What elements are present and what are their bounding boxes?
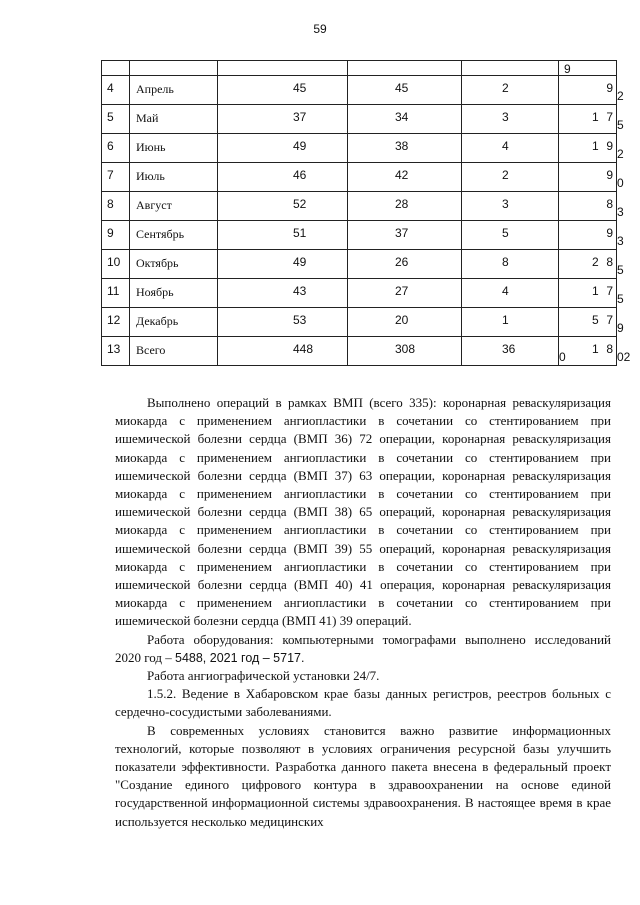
table-cell: 5 [617,118,624,132]
row-number: 7 [107,168,114,182]
table-cell: 26 [395,255,409,269]
row-number: 8 [107,197,114,211]
month-name: Декабрь [136,314,179,328]
table-cell: 28 [395,197,409,211]
month-name: Всего [136,343,166,357]
table-cell: 9 [606,139,613,153]
table-cell: 27 [395,284,409,298]
table-cell: 8 [606,197,613,211]
table-cell: 8 [606,255,613,269]
paragraph-text: 5488, 2021 год – 5717. [175,650,305,665]
table-cell: 9 [606,226,613,240]
table-cell: 9 [606,168,613,182]
table-cell: 52 [293,197,307,211]
table-cell: 4 [502,284,509,298]
table-cell: 1 [592,284,599,298]
table-cell: 8 [502,255,509,269]
table-cell: 3 [502,110,509,124]
table-row [102,337,617,366]
table-cell: 2 [502,81,509,95]
paragraph: Работа ангиографической установки 24/7. [147,668,380,684]
month-name: Апрель [136,82,174,96]
paragraph: В современных условиях становится важно развитие информационных технологий, которые позволяют в условиях ограничения ресурсной базы улучшить показатели эффективности. Разработка данного пакета внесена в федеральный проект "Создание единого цифрового контура в здравоохранении на основе единой государственной информационной системы здравоохранения. В настоящее время в крае используется несколько медицинских [115,722,611,829]
table-row [102,192,617,221]
table-row [102,134,617,163]
table-cell: 9 [606,81,613,95]
table-row [102,279,617,308]
table-cell: 42 [395,168,409,182]
row-number: 6 [107,139,114,153]
table-row [102,163,617,192]
table-cell: 308 [395,342,416,356]
table-cell: 46 [293,168,307,182]
table-cell: 2 [617,147,624,161]
document-body [115,394,611,831]
row-number: 5 [107,110,114,124]
month-name: Ноябрь [136,285,174,299]
table-cell: 5 [617,263,624,277]
table-cell: 3 [617,234,624,248]
table-cell: 9 [564,62,571,76]
month-name: Сентябрь [136,227,185,241]
table-cell: 45 [293,81,307,95]
table-cell: 4 [502,139,509,153]
table-cell: 7 [606,284,613,298]
table-cell: 3 [617,205,624,219]
paragraph [115,631,611,667]
table-cell: 5 [502,226,509,240]
table-row [102,105,617,134]
table-cell: 43 [293,284,307,298]
table-row [102,250,617,279]
table-cell: 1 [592,342,599,356]
table-cell: 3 [502,197,509,211]
table-cell: 53 [293,313,307,327]
table-cell: 1 [592,139,599,153]
table-row [102,76,617,105]
table-cell: 0 [559,350,566,364]
table-cell: 5 [592,313,599,327]
row-number: 11 [107,284,120,298]
table-cell: 5 [617,292,624,306]
table-cell: 34 [395,110,409,124]
table-cell: 0 [617,176,624,190]
section-heading: 1.5.2. Ведение в Хабаровском крае базы данных регистров, реестров больных с сердечно-сосудистыми заболеваниями. [115,686,611,720]
row-number: 13 [107,342,121,356]
table-cell: 1 [592,110,599,124]
table-cell: 45 [395,81,409,95]
table-cell: 2 [592,255,599,269]
month-name: Май [136,111,159,125]
table-cell: 37 [293,110,307,124]
paragraph: Выполнено операций в рамках ВМП (всего 335): коронарная реваскуляризация миокарда с применением ангиопластики в сочетании со стентированием при ишемической болезни сердца (ВМП 36) 72 операции, коронарная реваскуляризация миокарда с применением ангиопластики в сочетании со стентированием при ишемической болезни сердца (ВМП 37) 63 операции, коронарная реваскуляризация миокарда с применением ангиопластики в сочетании со стентированием при ишемической болезни сердца (ВМП 38) 65 операций, коронарная реваскуляризация миокарда с применением ангиопластики в сочетании со стентированием при ишемической болезни сердца (ВМП 39) 55 операций, коронарная реваскуляризация миокарда с применением ангиопластики в сочетании со стентированием при ишемической болезни сердца (ВМП 40) 41 операция, коронарная реваскуляризация миокарда с применением ангиопластики в сочетании со стентированием при ишемической болезни сердца (ВМП 41) 39 операций. [115,395,611,629]
page-number: 59 [313,22,327,36]
table-cell: 2 [617,89,624,103]
row-number: 12 [107,313,121,327]
paragraph-text: Работа оборудования: компьютерными томографами выполнено исследований 2020 год – [115,631,611,665]
table-cell: 8 [606,342,613,356]
table-cell: 448 [293,342,314,356]
month-name: Октябрь [136,256,179,270]
row-number: 10 [107,255,121,269]
row-number: 9 [107,226,114,240]
table-cell: 38 [395,139,409,153]
row-number: 4 [107,81,114,95]
table-cell: 49 [293,255,307,269]
table-row [102,308,617,337]
table-cell: 37 [395,226,409,240]
table-cell: 2 [502,168,509,182]
table-cell: 36 [502,342,516,356]
table-cell: 7 [606,110,613,124]
table-row [102,221,617,250]
table-row [102,61,617,76]
table-cell: 51 [293,226,307,240]
month-name: Август [136,198,172,212]
table-cell: 9 [617,321,624,335]
month-name: Июль [136,169,165,183]
table-cell: 49 [293,139,307,153]
month-name: Июнь [136,140,166,154]
table-cell: 20 [395,313,409,327]
table-cell: 7 [606,313,613,327]
table-cell: 1 [502,313,509,327]
monthly-statistics-table [101,60,631,366]
table-cell: 02 [617,350,631,364]
